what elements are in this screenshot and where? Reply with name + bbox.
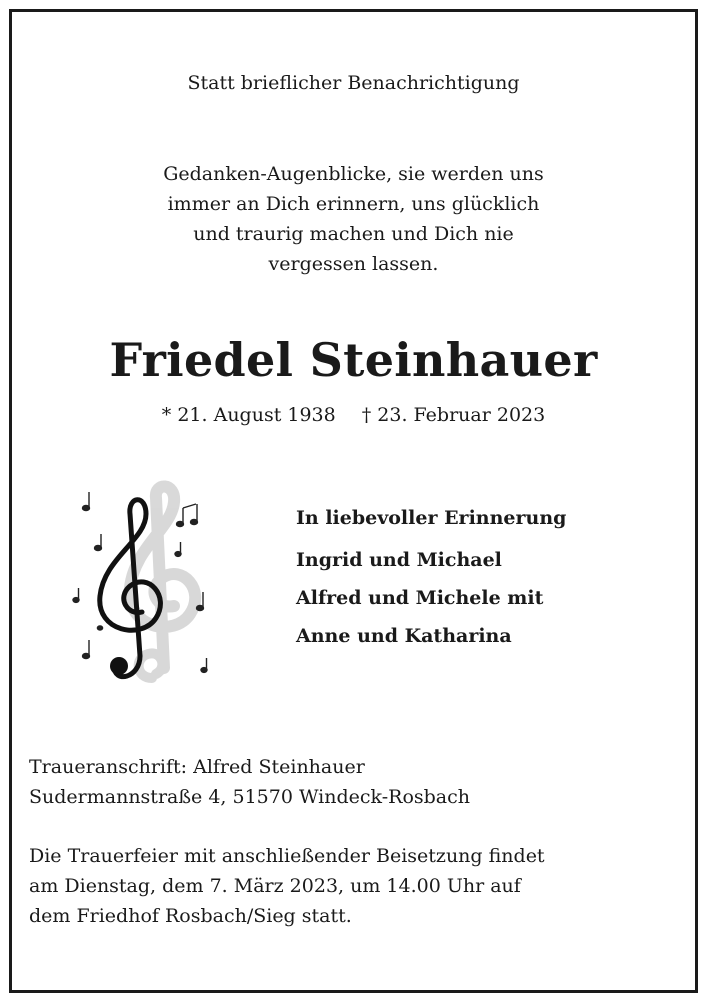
poem-line: Gedanken-Augenblicke, sie werden uns <box>163 163 544 185</box>
birth-date: * 21. August 1938 <box>161 404 336 426</box>
address-line: Traueranschrift: Alfred Steinhauer <box>29 756 365 778</box>
poem-line: und traurig machen und Dich nie <box>193 223 514 245</box>
death-date: † 23. Februar 2023 <box>361 404 546 426</box>
life-dates <box>0 404 707 426</box>
poem-line: immer an Dich erinnern, uns glücklich <box>167 193 540 215</box>
mourners-block <box>296 505 566 661</box>
mourner-line: Anne und Katharina <box>296 625 512 647</box>
service-line: dem Friedhof Rosbach/Sieg statt. <box>29 905 352 927</box>
treble-clef-music-notes-icon <box>64 478 224 693</box>
poem-line: vergessen lassen. <box>268 253 439 275</box>
mourning-address <box>29 752 470 812</box>
mourner-line: Alfred und Michele mit <box>296 587 544 609</box>
poem <box>0 159 707 279</box>
memory-heading: In liebevoller Erinnerung <box>296 507 567 529</box>
address-line: Sudermannstraße 4, 51570 Windeck-Rosbach <box>29 786 470 808</box>
service-line: Die Trauerfeier mit anschließender Beisetzung findet <box>29 845 545 867</box>
service-line: am Dienstag, dem 7. März 2023, um 14.00 Uhr auf <box>29 875 521 897</box>
deceased-name: Friedel Steinhauer <box>109 333 598 387</box>
intro-line: Statt brieflicher Benachrichtigung <box>187 72 520 94</box>
mourner-line: Ingrid und Michael <box>296 549 502 571</box>
funeral-service-info <box>29 841 545 931</box>
